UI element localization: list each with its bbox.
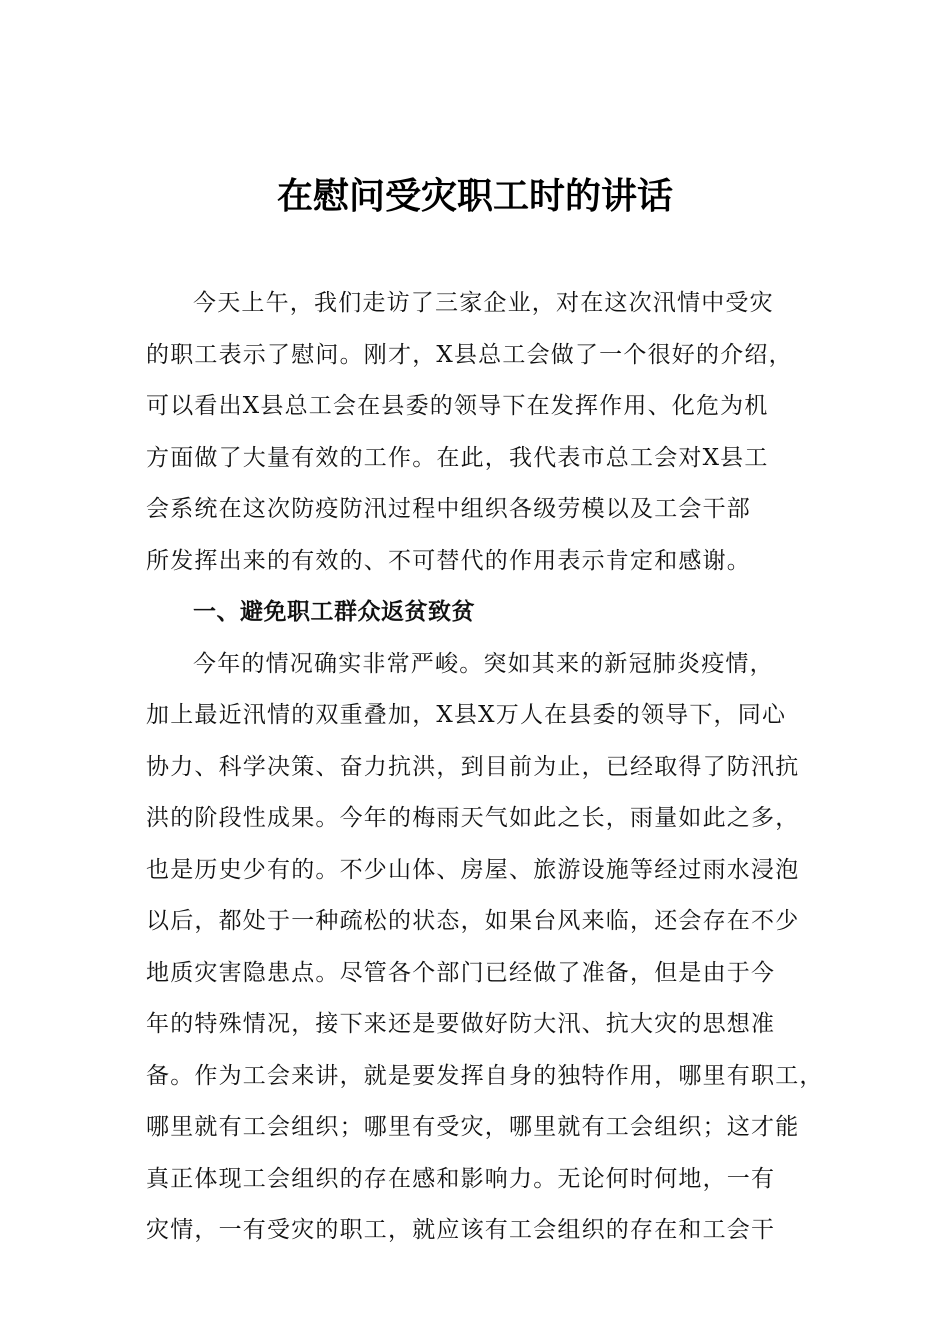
- paragraph-line: 年的特殊情况，接下来还是要做好防大汛、抗大灾的思想准: [146, 1011, 776, 1037]
- document-body: [146, 278, 824, 1257]
- paragraph-line: 可以看出X县总工会在县委的领导下在发挥作用、化危为机: [146, 393, 769, 419]
- paragraph-line: 灾情，一有受灾的职工，就应该有工会组织的存在和工会干: [146, 1217, 776, 1243]
- paragraph-line: 方面做了大量有效的工作。在此，我代表市总工会对X县工: [146, 444, 769, 471]
- paragraph-line: 的职工表示了慰问。刚才，X县总工会做了一个很好的介绍，: [146, 341, 793, 368]
- paragraph-line: 洪的阶段性成果。今年的梅雨天气如此之长，雨量如此之多，: [146, 805, 800, 831]
- paragraph-line: 备。作为工会来讲，就是要发挥自身的独特作用，哪里有职工，: [146, 1062, 824, 1089]
- paragraph-line: 会系统在这次防疫防汛过程中组织各级劳模以及工会干部: [146, 496, 751, 522]
- paragraph-line: 以后，都处于一种疏松的状态，如果台风来临，还会存在不少: [146, 908, 800, 934]
- document-title: 在慰问受灾职工时的讲话: [276, 175, 673, 217]
- paragraph-line: 哪里就有工会组织；哪里有受灾，哪里就有工会组织；这才能: [146, 1114, 800, 1140]
- section-heading: 一、避免职工群众返贫致贫: [193, 599, 475, 625]
- paragraph-line: 所发挥出来的有效的、不可替代的作用表示肯定和感谢。: [146, 547, 751, 574]
- paragraph-line: 地质灾害隐患点。尽管各个部门已经做了准备，但是由于今: [146, 959, 776, 986]
- paragraph-line: 今天上午，我们走访了三家企业，对在这次汛情中受灾: [193, 290, 774, 316]
- paragraph-line: 今年的情况确实非常严峻。突如其来的新冠肺炎疫情，: [193, 650, 774, 677]
- paragraph-line: 也是历史少有的。不少山体、房屋、旅游设施等经过雨水浸泡: [146, 856, 800, 883]
- paragraph-line: 真正体现工会组织的存在感和影响力。无论何时何地，一有: [146, 1165, 776, 1192]
- paragraph-line: 协力、科学决策、奋力抗洪，到目前为止，已经取得了防汛抗: [146, 753, 800, 780]
- paragraph-line: 加上最近汛情的双重叠加，X县X万人在县委的领导下，同心: [146, 702, 787, 728]
